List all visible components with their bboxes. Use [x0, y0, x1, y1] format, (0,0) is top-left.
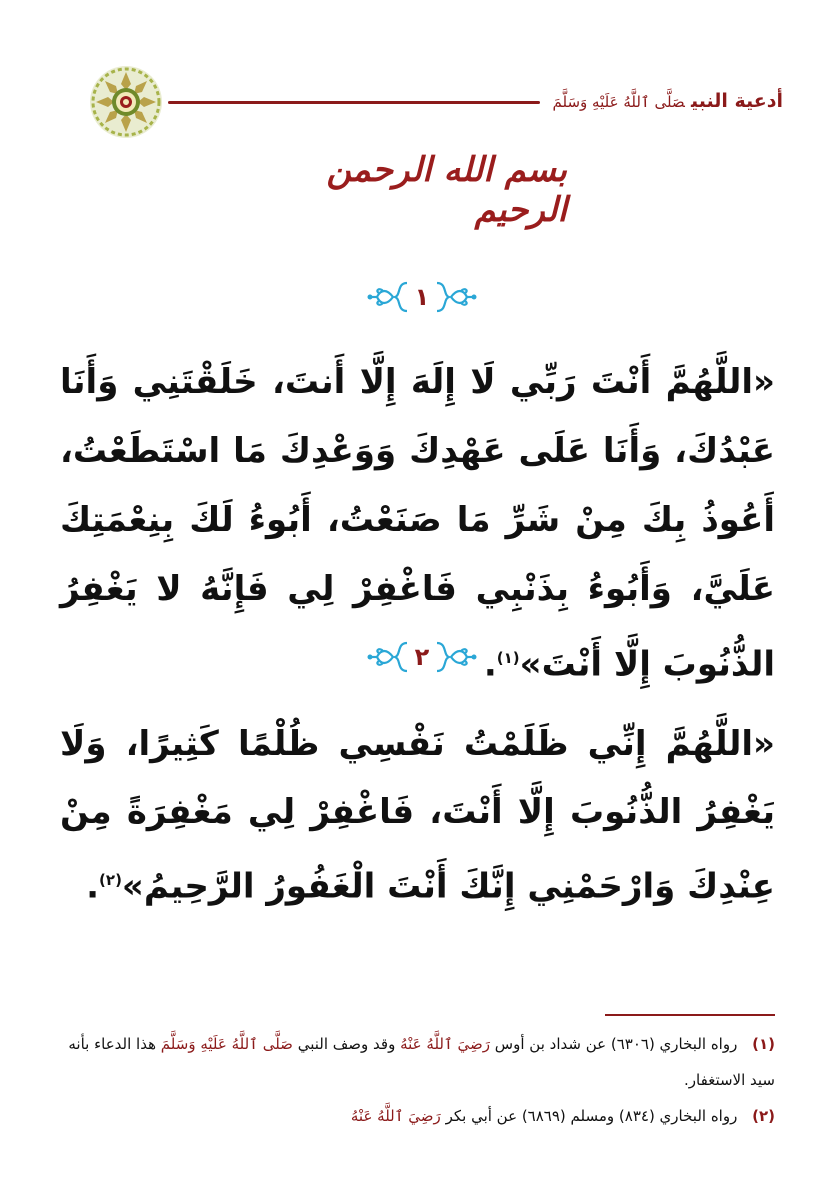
- footnote-ref[interactable]: (١): [496, 649, 520, 667]
- footnote-ref[interactable]: (٢): [99, 871, 122, 889]
- section-number: ١: [414, 283, 430, 311]
- honorific-text: رَضِيَ ٱللَّهُ عَنْهُ: [350, 1107, 441, 1125]
- section-marker-1: [367, 277, 477, 317]
- footnote-text: رواه البخاري (٦٣٠٦) عن شداد بن أوس: [494, 1035, 738, 1053]
- footnote-text: هذا الدعاء بأنه سيد الاستغفار.: [68, 1035, 775, 1089]
- basmala-calligraphy: بسم الله الرحمن الرحيم: [326, 150, 567, 230]
- supplication-text-2: «اللَّهُمَّ إِنِّي ظَلَمْتُ نَفْسِي ظُلْمًا كَثِيرًا، وَلَا يَغْفِرُ الذُّنُوبَ إِلَّا أَنْتَ، فَاغْفِرْ لِي مَغْفِرَةً مِنْ عِنْدِكَ وَارْحَمْنِي إِنَّكَ أَنْتَ الْغَفُورُ الرَّحِيمُ»$^{(٢)}$.: [60, 724, 775, 907]
- book-title: [553, 90, 783, 112]
- section-number: ٢: [414, 643, 430, 671]
- honorific-text: صَلَّى ٱللَّهُ عَلَيْهِ وَسَلَّمَ: [160, 1035, 293, 1053]
- section-marker-2: [367, 637, 477, 677]
- honorific-text: صَلَّى ٱللَّهُ عَلَيْهِ وَسَلَّمَ: [552, 93, 685, 111]
- header-divider: [168, 101, 540, 104]
- rosette-ornament-icon: [88, 64, 164, 140]
- honorific-text: رَضِيَ ٱللَّهُ عَنْهُ: [400, 1035, 491, 1053]
- footnote-text: وقد وصف النبي: [297, 1035, 396, 1053]
- supplication-body: «اللَّهُمَّ أَنْتَ رَبِّي لَا إِلَهَ إِلَّا أَنتَ، خَلَقْتَنِي وَأَنَا عَبْدُكَ، وَأَنَا عَلَى عَهْدِكَ وَوَعْدِكَ مَا اسْتَطَعْتُ، أَعُوذُ بِكَ مِنْ شَرِّ مَا صَنَعْتُ، أَبُوءُ لَكَ بِنِعْمَتِكَ عَلَيَّ، وَأَبُوءُ بِذَنْبِي فَاغْفِرْ لِي فَإِنَّهُ لا يَغْفِرُ الذُّنُوبَ إِلَّا أَنْتَ»: [60, 362, 775, 685]
- footnote-2: [60, 1098, 775, 1134]
- footnote-divider: [605, 1014, 775, 1016]
- supplication-body: «اللَّهُمَّ إِنِّي ظَلَمْتُ نَفْسِي ظُلْمًا كَثِيرًا، وَلَا يَغْفِرُ الذُّنُوبَ إِلَّا أَنْتَ، فَاغْفِرْ لِي مَغْفِرَةً مِنْ عِنْدِكَ وَارْحَمْنِي إِنَّكَ أَنْتَ الْغَفُورُ الرَّحِيمُ»: [60, 724, 775, 907]
- footnote-number: (١): [752, 1035, 775, 1053]
- book-title-text: أدعية النبي: [690, 90, 783, 112]
- supplication-text-1: «اللَّهُمَّ أَنْتَ رَبِّي لَا إِلَهَ إِلَّا أَنتَ، خَلَقْتَنِي وَأَنَا عَبْدُكَ، وَأَنَا عَلَى عَهْدِكَ وَوَعْدِكَ مَا اسْتَطَعْتُ، أَعُوذُ بِكَ مِنْ شَرِّ مَا صَنَعْتُ، أَبُوءُ لَكَ بِنِعْمَتِكَ عَلَيَّ، وَأَبُوءُ بِذَنْبِي فَاغْفِرْ لِي فَإِنَّهُ لا يَغْفِرُ الذُّنُوبَ إِلَّا أَنْتَ»$^{(١)}$.: [60, 362, 775, 685]
- footnote-text: رواه البخاري (٨٣٤) ومسلم (٦٨٦٩) عن أبي بكر: [445, 1107, 738, 1125]
- footnote-1: [60, 1026, 775, 1098]
- footnote-number: (٢): [752, 1107, 775, 1125]
